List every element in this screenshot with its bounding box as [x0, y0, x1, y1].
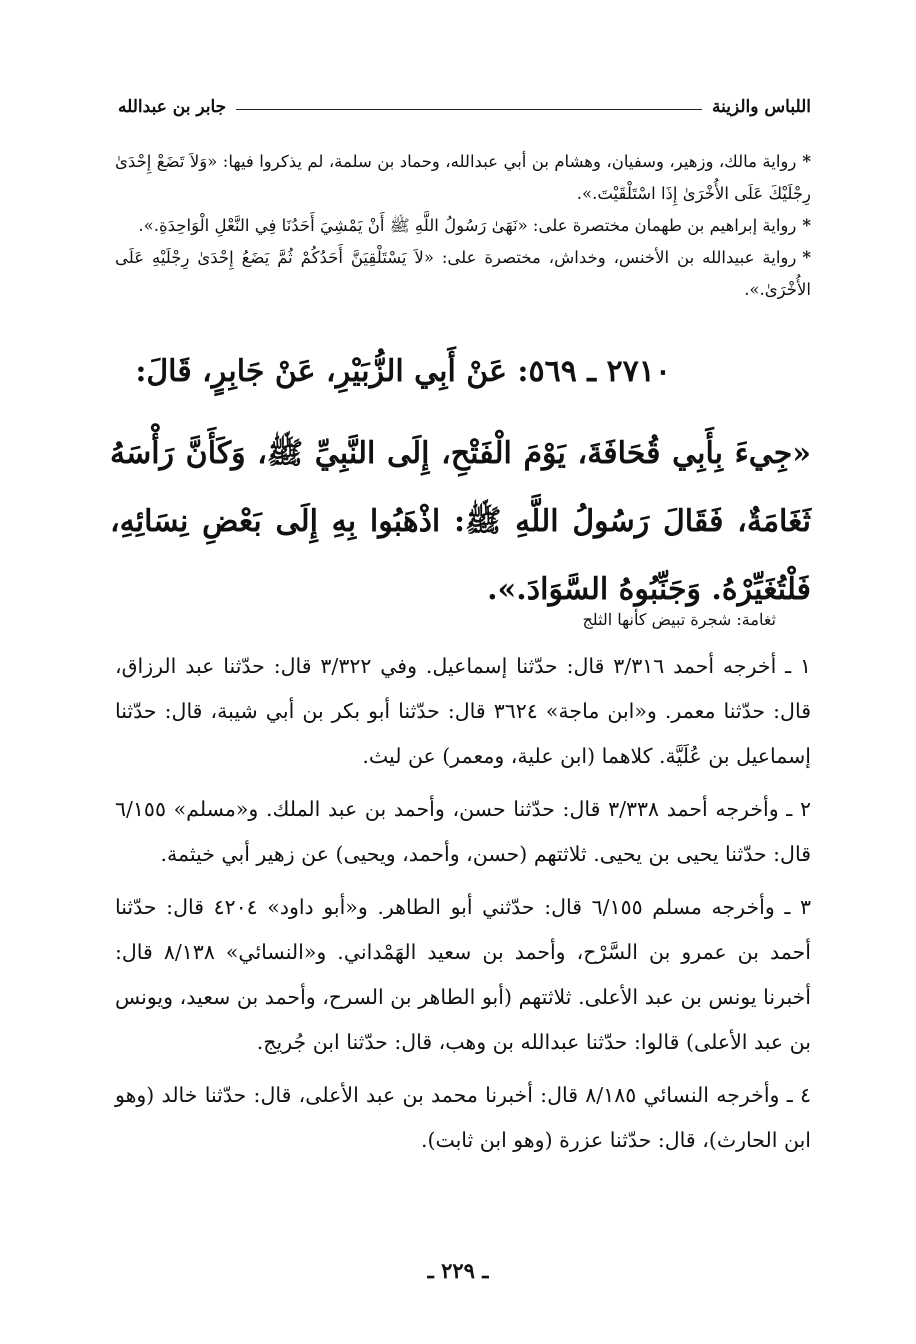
hadith-text: «جِيءَ بِأَبِي قُحَافَةَ، يَوْمَ الْفَتْحِ، إِلَى النَّبِيِّ ﷺ، وَكَأَنَّ رَأْسَهُ ثَغَامَةٌ، فَقَالَ رَسُولُ اللَّهِ ﷺ: اذْهَبُوا بِهِ إِلَى بَعْضِ نِسَائِهِ، فَلْتُغَيِّرْهُ. وَجَنِّبُوهُ السَّوَادَ.». [110, 436, 811, 607]
takhrij-paragraph: ١ ـ أخرجه أحمد ٣/٣١٦ قال: حدّثنا إسماعيل. وفي ٣/٣٢٢ قال: حدّثنا عبد الرزاق، قال: حدّثنا معمر. و«ابن ماجة» ٣٦٢٤ قال: حدّثنا أبو بكر بن أبي شيبة، قال: حدّثنا إسماعيل بن عُلَيَّة. كلاهما (ابن علية، ومعمر) عن ليث. [115, 654, 812, 768]
hadith-heading: ٢٧١٠ ـ ٥٦٩: عَنْ أَبِي الزُّبَيْرِ، عَنْ جَابِرٍ، قَالَ: [135, 354, 671, 389]
variant-note [115, 210, 811, 242]
variant-note [115, 242, 811, 306]
asterisk-marker: * [802, 248, 811, 267]
header-chapter-title: اللباس والزينة [712, 97, 811, 117]
header-section-title: جابر بن عبدالله [118, 97, 227, 117]
word-gloss: ثغامة: شجرة تبيض كأنها الثلج [582, 610, 776, 629]
header-rule [236, 109, 702, 110]
asterisk-marker: * [802, 216, 811, 235]
takhrij-paragraph: ٢ ـ وأخرجه أحمد ٣/٣٣٨ قال: حدّثنا حسن، وأحمد بن عبد الملك. و«مسلم» ٦/١٥٥ قال: حدّثنا يحيى بن يحيى. ثلاثتهم (حسن، وأحمد، ويحيى) عن زهير أبي خيثمة. [115, 797, 812, 866]
variant-note-text: رواية عبيدالله بن الأخنس، وخداش، مختصرة على: «لاَ يَسْتَلْقِيَنَّ أَحَدُكُمْ ثُمَّ يَضَعُ إِحْدَىٰ رِجْلَيْهِ عَلَى الأُخْرَىٰ.». [115, 248, 811, 299]
page-number: ـ ٢٢٩ ـ [427, 1258, 489, 1283]
variant-notes [115, 146, 811, 306]
variant-note-text: رواية مالك، وزهير، وسفيان، وهشام بن أبي عبدالله، وحماد بن سلمة، لم يذكروا فيها: «وَلاَ تَضَعْ إِحْدَىٰ رِجْلَيْكَ عَلَى الأُخْرَىٰ إِذَا اسْتَلْقَيْتَ.». [115, 152, 811, 203]
variant-note-text: رواية إبراهيم بن طهمان مختصرة على: «نَهَىٰ رَسُولُ اللَّهِ ﷺ أَنْ يَمْشِيَ أَحَدُنَا فِي النَّعْلِ الْوَاحِدَةِ.». [138, 216, 797, 235]
takhrij-paragraph: ٣ ـ وأخرجه مسلم ٦/١٥٥ قال: حدّثني أبو الطاهر. و«أبو داود» ٤٢٠٤ قال: حدّثنا أحمد بن عمرو بن السَّرْح، وأحمد بن سعيد الهَمْداني. و«النسائي» ٨/١٣٨ قال: أخبرنا يونس بن عبد الأعلى. ثلاثتهم (أبو الطاهر بن السرح، وأحمد بن سعيد، ويونس بن عبد الأعلى) قالوا: حدّثنا عبدالله بن وهب، قال: حدّثنا ابن جُريج. [115, 895, 811, 1054]
running-header [118, 92, 811, 122]
takhrij-paragraph: ٤ ـ وأخرجه النسائي ٨/١٨٥ قال: أخبرنا محمد بن عبد الأعلى، قال: حدّثنا خالد (وهو ابن الحارث)، قال: حدّثنا عزرة (وهو ابن ثابت). [115, 1083, 811, 1152]
asterisk-marker: * [802, 152, 811, 171]
takhrij-section [115, 644, 811, 1163]
variant-note [115, 146, 811, 210]
